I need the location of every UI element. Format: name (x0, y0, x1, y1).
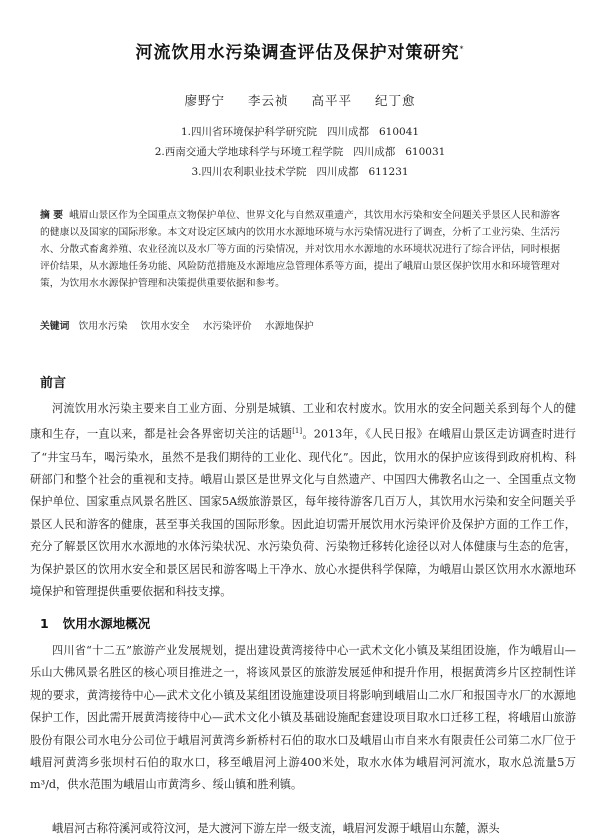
keyword: 饮用水安全 (140, 321, 190, 332)
affiliation-1: 1.四川省环境保护科学研究院 四川成都 610041 (180, 126, 420, 138)
author-name: 廖野宁 (184, 93, 225, 108)
abstract-label: 摘 要 (40, 210, 64, 221)
title-footnote-mark: * (459, 44, 465, 54)
author-list (0, 91, 600, 109)
affiliation-3: 3.四川农利职业技术学院 四川成都 611231 (191, 166, 409, 178)
abstract-text: 峨眉山景区作为全国重点文物保护单位、世界文化与自然双重遗产，其饮用水污染和安全问题关乎景区人民和游客的健康以及国家的国际形象。本文对设定区域内的饮用水水源地环境与水污染情况进行了调查，分析了工业污染、生活污水、分散式畜禽养殖、农业径流以及水厂等方面的污染情况，并对饮用水水源地的水环境状况进行了综合评估，同时根据评价结果，从水源地任务功能、风险防范措施及水源地应急管理体系等方面，提出了峨眉山景区保护饮用水和环境管理对策，为饮用水水源保护管理和决策提供重要依据和参考。 (40, 210, 560, 289)
section-1-next-paragraph: 峨眉河古称符溪河或符汶河，是大渡河下游左岸一级支流，峨眉河发源于峨眉山东麓，源头 (52, 822, 500, 835)
keyword: 水污染评价 (202, 321, 252, 332)
author-name: 高平平 (311, 93, 352, 108)
section-1-paragraph: 四川省“十二五”旅游产业发展规划，提出建设黄湾接待中心一武术文化小镇及某组团设施，作为峨眉山—乐山大佛风景名胜区的核心项目推进之一，将该风景区的旅游发展延伸和提升作用，根据黄湾乡片区控制性详规的要求，黄湾接待中心—武术文化小镇及某组团设施建设项目将影响到峨眉山二水厂和报国寺水厂的水源地保护工作，因此需开展黄湾接待中心—武术文化小镇及基础设施配套建设项目取水口迁移工程，将峨眉山旅游股份有限公司水电分公司位于峨眉河黄湾乡新桥村石伯的取水口及峨眉山市自来水有限责任公司第二水厂位于峨眉河黄湾乡张坝村石伯的取水口，移至峨眉河上游400米处，取水水体为峨眉河河流水，取水总流量5万m³/d，供水范围为峨眉山市黄湾乡、绥山镇和胜利镇。 (30, 644, 576, 792)
author-name: 纪丁愈 (374, 93, 416, 108)
abstract (40, 207, 560, 292)
section-1-heading (40, 614, 150, 632)
intro-paragraph: 河流饮用水污染主要来自工业方面、分别是城镇、工业和农村废水。饮用水的安全问题关系到每个人的健康和生存，一直以来，都是社会各界密切关注的话题[1]。2013年，《人民日报》在峨眉山景区走访调查时进行了“井宝马车，喝污染水，虽然不是我们期待的工业化、现代化”。因此，饮用水的保护应该得到政府机构、科研部门和整个社会的重视和支持。峨眉山景区是世界文化与自然遗产、中国四大佛教名山之一、全国重点文物保护单位、国家重点风景名胜区、国家5A级旅游景区，每年接待游客几百万人，其饮用水污染和安全问题关乎景区人民和游客的健康，甚至事关我国的国际形象。因此迫切需开展饮用水污染评价及保护方面的工作工作，充分了解景区饮用水水源地的水体污染状况、水污染负荷、污染物迁移转化途径以对人体健康与生态的危害，为保护景区的饮用水安全和景区居民和游客喝上干净水、放心水提供科学保障，为峨眉山景区饮用水水源地环境保护和管理提供重要依据和科技支撑。 (30, 402, 576, 598)
keywords-label: 关键词 (40, 321, 70, 332)
keywords (40, 318, 560, 332)
keyword: 水源地保护 (264, 321, 314, 332)
author-name: 李云祯 (247, 93, 289, 108)
paper-title: 河流饮用水污染调查评估及保护对策研究* (135, 43, 465, 63)
citation-ref[interactable]: [1] (292, 427, 303, 436)
section-title: 饮用水源地概况 (62, 616, 151, 631)
section-number: 1 (40, 616, 49, 631)
affiliation-2: 2.西南交通大学地球科学与环境工程学院 四川成都 610031 (154, 146, 446, 158)
intro-heading: 前言 (40, 376, 67, 391)
keyword: 饮用水污染 (78, 321, 128, 332)
